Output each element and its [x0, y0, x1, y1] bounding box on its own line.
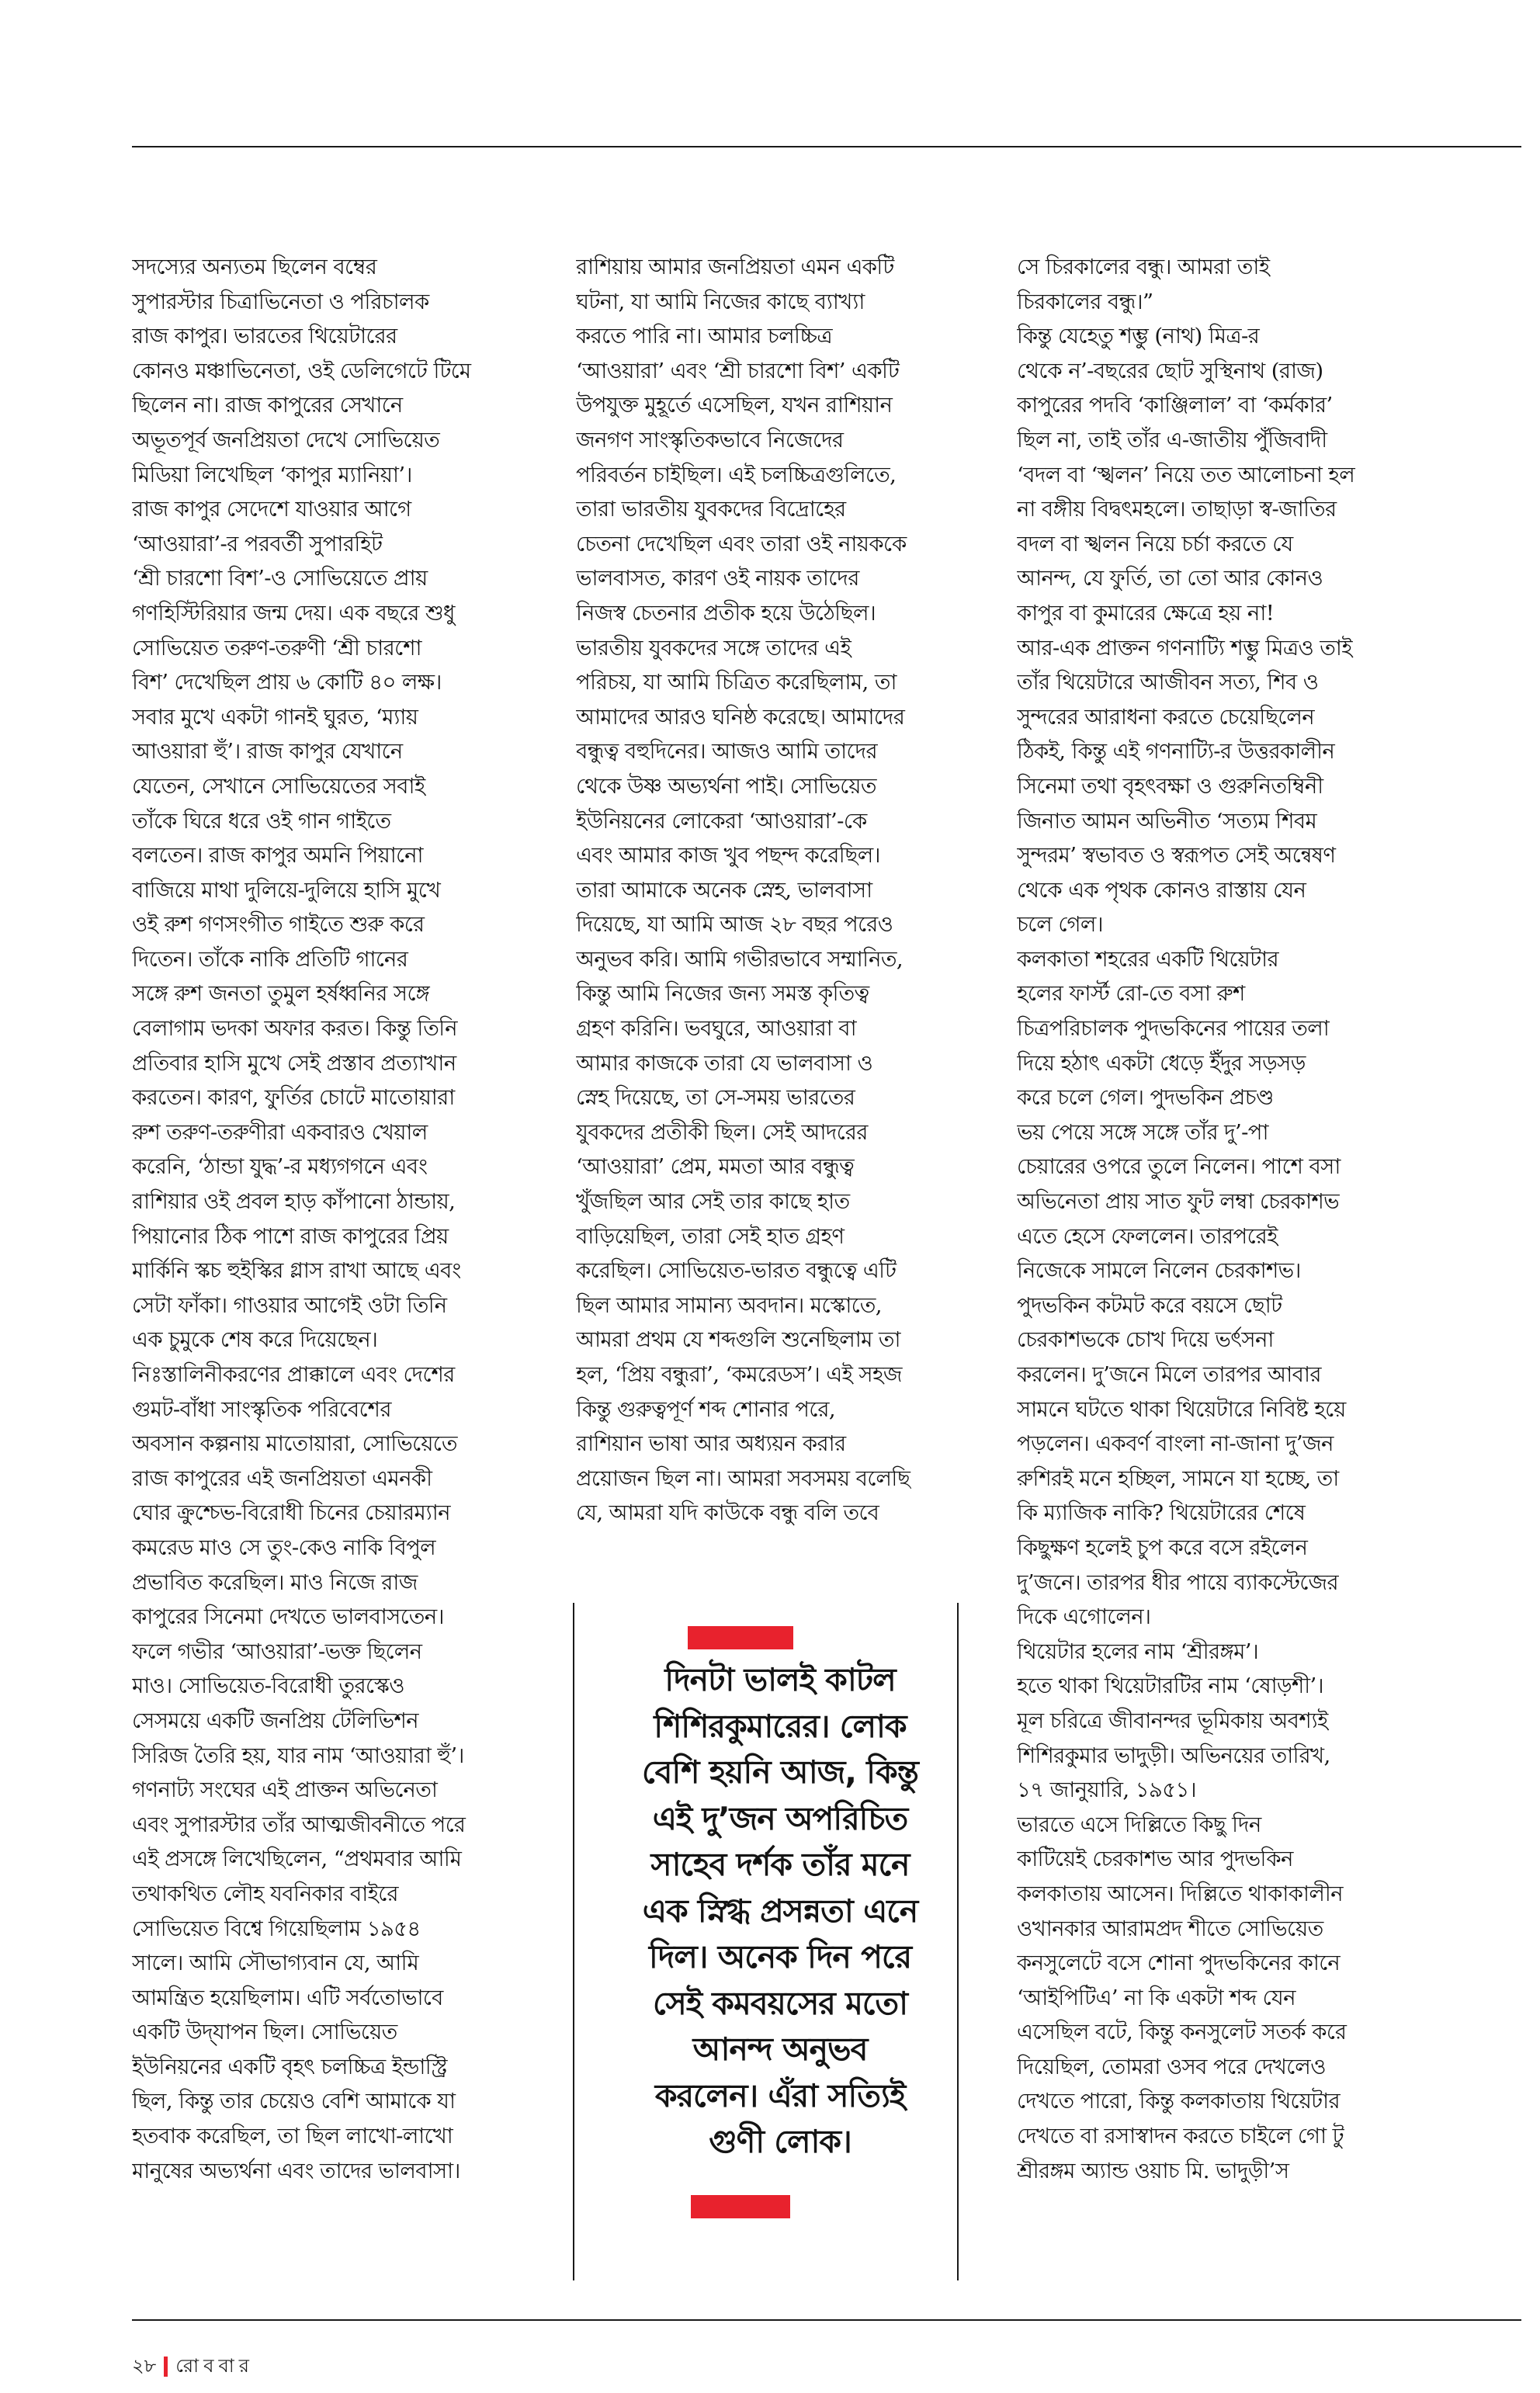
article-line: ওখানকার আরামপ্রদ শীতে সোভিয়েত [1017, 1916, 1323, 1941]
bottom-rule [132, 2319, 1521, 2321]
pullquote-line: দিনটা ভালই কাটল [664, 1661, 896, 1698]
article-line: সবার মুখে একটা গানই ঘুরত, ‘ম্যায় [132, 704, 418, 730]
article-line: রুশিরই মনে হচ্ছিল, সামনে যা হচ্ছে, তা [1017, 1465, 1339, 1491]
article-line: বাড়িয়েছিল, তারা সেই হাত গ্রহণ [576, 1223, 845, 1249]
pullquote-line: শিশিরকুমারের। লোক [654, 1707, 907, 1745]
article-line: আমার কাজকে তারা যে ভালবাসা ও [576, 1050, 873, 1076]
article-line: পিয়ানোর ঠিক পাশে রাজ কাপুরের প্রিয় [132, 1223, 449, 1249]
article-line: তাঁর থিয়েটারে আজীবন সত্য, শিব ও [1017, 670, 1319, 695]
article-line: এবং আমার কাজ খুব পছন্দ করেছিল। [576, 843, 880, 869]
article-line: শ্রীরঙ্গম অ্যান্ড ওয়াচ মি. ভাদুড়ী’স [1017, 2158, 1289, 2183]
article-line: ১৭ জানুয়ারি, ১৯৫১। [1017, 1777, 1196, 1803]
article-line: গ্রহণ করিনি। ভবঘুরে, আওয়ারা বা [576, 1016, 856, 1042]
article-line: করেছিল। সোভিয়েত-ভারত বন্ধুত্বে এটি [576, 1258, 897, 1284]
article-line: রাজ কাপুর সেদেশে যাওয়ার আগে [132, 497, 411, 522]
article-line: কিছুক্ষণ হলেই চুপ করে বসে রইলেন [1017, 1535, 1308, 1560]
article-line: ভারতীয় যুবকদের সঙ্গে তাদের এই [576, 635, 852, 661]
article-line: বদল বা স্খলন নিয়ে চর্চা করতে যে [1017, 531, 1293, 557]
article-line: দিয়েছিল, তোমরা ওসব পরে দেখলেও [1017, 2054, 1326, 2079]
article-line: বাজিয়ে মাথা দুলিয়ে-দুলিয়ে হাসি মুখে [132, 877, 441, 903]
article-line: কাটিয়েই চেরকাশভ আর পুদভকিন [1017, 1847, 1293, 1872]
article-line: কাপুরের সিনেমা দেখতে ভালবাসতেন। [132, 1604, 444, 1630]
article-line: ভারতে এসে দিল্লিতে কিছু দিন [1017, 1812, 1261, 1837]
article-line: গুমট-বাঁধা সাংস্কৃতিক পরিবেশের [132, 1396, 391, 1422]
article-line: সেটা ফাঁকা। গাওয়ার আগেই ওটা তিনি [132, 1292, 447, 1318]
article-line: জিনাত আমন অভিনীত ‘সত্যম শিবম [1017, 808, 1317, 834]
article-line: সিনেমা তথা বৃহৎবক্ষা ও গুরুনিতম্বিনী [1017, 773, 1323, 799]
article-line: ‘আইপিটিএ’ না কি একটা শব্দ যেন [1017, 1985, 1295, 2010]
article-line: হতবাক করেছিল, তা ছিল লাখো-লাখো [132, 2124, 453, 2149]
article-line: দু’জনে। তারপর ধীর পায়ে ব্যাকস্টেজের [1017, 1569, 1338, 1595]
article-line: কিন্তু গুরুত্বপূর্ণ শব্দ শোনার পরে, [576, 1396, 836, 1422]
article-line: এই প্রসঙ্গে লিখেছিলেন, “প্রথমবার আমি [132, 1847, 462, 1872]
article-line: অভিনেতা প্রায় সাত ফুট লম্বা চেরকাশভ [1017, 1189, 1340, 1215]
article-line: এসেছিল বটে, কিন্তু কনসুলেট সতর্ক করে [1017, 2020, 1347, 2045]
article-line: পড়লেন। একবর্ণ বাংলা না-জানা দু’জন [1017, 1431, 1334, 1457]
article-line: আমন্ত্রিত হয়েছিলাম। এটি সর্বতোভাবে [132, 1985, 443, 2010]
article-line: কনসুলেটে বসে শোনা পুদভকিনের কানে [1017, 1951, 1341, 1976]
article-line: মিডিয়া লিখেছিল ‘কাপুর ম্যানিয়া’। [132, 462, 412, 487]
article-line: কিন্তু আমি নিজের জন্য সমস্ত কৃতিত্ব [576, 981, 869, 1007]
article-line: তারা ভারতীয় যুবকদের বিদ্রোহের [576, 497, 846, 522]
article-line: স্নেহ দিয়েছে, তা সে-সময় ভারতের [576, 1085, 855, 1111]
article-line: দেখতে বা রসাস্বাদন করতে চাইলে গো টু [1017, 2124, 1344, 2149]
pullquote-line: সেই কমবয়সের মতো [652, 1984, 908, 2022]
article-line: দিতেন। তাঁকে নাকি প্রতিটি গানের [132, 946, 408, 972]
article-line: রাশিয়ান ভাষা আর অধ্যয়ন করার [576, 1431, 846, 1457]
article-line: বলতেন। রাজ কাপুর অমনি পিয়ানো [132, 843, 423, 869]
footer-separator [164, 2357, 168, 2377]
article-line: এতে হেসে ফেললেন। তারপরেই [1017, 1223, 1278, 1249]
pullquote-line: করলেন। এঁরা সত্যিই [654, 2076, 906, 2114]
article-line: দেখতে পারো, কিন্তু কলকাতায় থিয়েটার [1017, 2089, 1341, 2114]
page-number: ২৮ [132, 2355, 157, 2377]
article-line: ঘোর ক্রুশ্চেভ-বিরোধী চিনের চেয়ারম্যান [132, 1500, 450, 1526]
article-line: হতে থাকা থিয়েটারটির নাম ‘ষোড়শী’। [1017, 1673, 1323, 1699]
page-footer [132, 2352, 254, 2383]
pullquote-line: এক স্নিগ্ধ প্রসন্নতা এনে [642, 1892, 918, 1930]
article-line: তারা আমাকে অনেক স্নেহ, ভালবাসা [576, 877, 872, 903]
article-line: ঘটনা, যা আমি নিজের কাছে ব্যাখ্যা [576, 289, 865, 314]
article-line: থেকে ন’-বছরের ছোট সুস্থিনাথ (রাজ) [1017, 358, 1323, 383]
article-line: একটি উদ্‌যাপন ছিল। সোভিয়েত [132, 2020, 397, 2045]
article-line: মার্কিনি স্কচ হুইস্কির গ্লাস রাখা আছে এবং [132, 1258, 461, 1284]
article-line: ‘শ্রী চারশো বিশ’-ও সোভিয়েতে প্রায় [132, 566, 428, 591]
article-line: রুশ তরুণ-তরুণীরা একবারও খেয়াল [132, 1119, 428, 1145]
article-line: উপযুক্ত মুহূর্তে এসেছিল, যখন রাশিয়ান [576, 393, 893, 418]
pullquote-bottom-bar [691, 2195, 790, 2218]
article-line: সদস্যের অন্যতম ছিলেন বম্বের [132, 255, 377, 279]
article-line: দিয়েছে, যা আমি আজ ২৮ বছর পরেও [576, 912, 893, 938]
article-line: থিয়েটার হলের নাম ‘শ্রীরঙ্গম’। [1017, 1639, 1259, 1664]
article-line: চেতনা দেখেছিল এবং তারা ওই নায়ককে [576, 531, 907, 557]
article-line: ছিল না, তাই তাঁর এ-জাতীয় পুঁজিবাদী [1017, 427, 1327, 453]
article-line: করেনি, ‘ঠান্ডা যুদ্ধ’-র মধ্যগগনে এবং [132, 1154, 428, 1180]
article-line: ভয় পেয়ে সঙ্গে সঙ্গে তাঁর দু’-পা [1017, 1119, 1268, 1145]
article-line: আওয়ারা হুঁ’। রাজ কাপুর যেখানে [132, 739, 403, 765]
article-line: আর-এক প্রাক্তন গণনাট্যি শম্ভু মিত্রও তাই [1017, 635, 1352, 661]
article-line: বন্ধুত্ব বহুদিনের। আজও আমি তাদের [576, 739, 877, 765]
article-line: ছিলেন না। রাজ কাপুরের সেখানে [132, 393, 403, 418]
article-line: ইউনিয়নের একটি বৃহৎ চলচ্চিত্র ইন্ডাস্ট্রি [132, 2054, 447, 2079]
article-line: চিরকালের বন্ধু।” [1017, 289, 1153, 314]
article-line: রাশিয়ায় আমার জনপ্রিয়তা এমন একটি [576, 255, 894, 279]
article-line: সুন্দরের আরাধনা করতে চেয়েছিলেন [1017, 704, 1315, 730]
article-line: ওই রুশ গণসংগীত গাইতে শুরু করে [132, 912, 425, 938]
article-line: সোভিয়েত বিশ্বে গিয়েছিলাম ১৯৫৪ [132, 1916, 421, 1941]
article-line: সোভিয়েত তরুণ-তরুণী ‘শ্রী চারশো [132, 635, 421, 661]
article-line: চলে গেল। [1017, 912, 1104, 938]
article-line: করতেন। কারণ, ফুর্তির চোটে মাতোয়ারা [132, 1085, 455, 1111]
article-line: নিঃস্তালিনীকরণের প্রাক্কালে এবং দেশের [132, 1362, 455, 1387]
article-line: গণহিস্টিরিয়ার জন্ম দেয়। এক বছরে শুধু [132, 600, 455, 626]
article-column-3 [1017, 250, 1506, 2322]
article-line: মূল চরিত্রে জীবানন্দর ভূমিকায় অবশ্যই [1017, 1708, 1328, 1733]
article-line: যে, আমরা যদি কাউকে বন্ধু বলি তবে [576, 1500, 879, 1526]
article-line: চেয়ারের ওপরে তুলে নিলেন। পাশে বসা [1017, 1154, 1341, 1180]
article-line: প্রতিবার হাসি মুখে সেই প্রস্তাব প্রত্যাখান [132, 1050, 456, 1076]
article-column-1 [132, 250, 563, 2322]
article-line: রাজ কাপুরের এই জনপ্রিয়তা এমনকী [132, 1465, 432, 1491]
article-line: সেসময়ে একটি জনপ্রিয় টেলিভিশন [132, 1708, 418, 1733]
article-line: কিন্তু যেহেতু শম্ভু (নাথ) মিত্র-র [1017, 324, 1260, 349]
article-line: ‘আওয়ারা’-র পরবর্তী সুপারহিট [132, 531, 383, 557]
article-line: এবং সুপারস্টার তাঁর আত্মজীবনীতে পরে [132, 1812, 466, 1837]
article-line: চিত্রপরিচালক পুদভকিনের পায়ের তলা [1017, 1016, 1330, 1042]
article-line: করতে পারি না। আমার চলচ্চিত্র [576, 324, 832, 349]
article-line: বেলাগাম ভদকা অফার করত। কিন্তু তিনি [132, 1016, 457, 1042]
article-line: পরিচয়, যা আমি চিত্রিত করেছিলাম, তা [576, 670, 897, 695]
article-line: ‘আওয়ারা’ এবং ‘শ্রী চারশো বিশ’ একটি [576, 358, 900, 383]
article-line: নিজেকে সামলে নিলেন চেরকাশভ। [1017, 1258, 1301, 1284]
article-line: না বঙ্গীয় বিদ্বৎমহলে। তাছাড়া স্ব-জাতির [1017, 497, 1337, 522]
article-line: এক চুমুকে শেষ করে দিয়েছেন। [132, 1327, 378, 1353]
article-line: কলকাতা শহরের একটি থিয়েটার [1017, 946, 1279, 972]
article-line: অবসান কল্পনায় মাতোয়ারা, সোভিয়েতে [132, 1431, 457, 1457]
pullquote-line: আনন্দ অনুভব [692, 2031, 868, 2068]
article-line: রাশিয়ার ওই প্রবল হাড় কাঁপানো ঠান্ডায়, [132, 1189, 456, 1215]
article-line: ইউনিয়নের লোকেরা ‘আওয়ারা’-কে [576, 808, 867, 834]
article-line: দিকে এগোলেন। [1017, 1604, 1151, 1630]
article-line: যেতেন, সেখানে সোভিয়েতের সবাই [132, 773, 425, 799]
article-line: আমাদের আরও ঘনিষ্ঠ করেছে। আমাদের [576, 704, 905, 730]
article-line: মানুষের অভ্যর্থনা এবং তাদের ভালবাসা। [132, 2158, 460, 2183]
article-line: ঠিকই, কিন্তু এই গণনাট্যি-র উত্তরকালীন [1017, 739, 1335, 765]
article-line: কাপুর বা কুমারের ক্ষেত্রে হয় না! [1017, 600, 1275, 626]
article-line: কোনও মঞ্চাভিনেতা, ওই ডেলিগেটে টিমে [132, 358, 471, 383]
article-line: যুবকদের প্রতীকী ছিল। সেই আদরের [576, 1119, 868, 1145]
article-line: সামনে ঘটতে থাকা থিয়েটারে নিবিষ্ট হয়ে [1017, 1396, 1346, 1422]
article-line: জনগণ সাংস্কৃতিকভাবে নিজেদের [576, 427, 844, 453]
article-line: অনুভব করি। আমি গভীরভাবে সম্মানিত, [576, 946, 904, 972]
article-line: তাঁকে ঘিরে ধরে ওই গান গাইতে [132, 808, 391, 834]
article-line: হল, ‘প্রিয় বন্ধুরা’, ‘কমরেডস’। এই সহজ [576, 1362, 902, 1387]
article-line: গণনাট্য সংঘের এই প্রাক্তন অভিনেতা [132, 1777, 438, 1803]
article-line: কাপুরের পদবি ‘কাঞ্জিলাল’ বা ‘কর্মকার’ [1017, 393, 1333, 418]
article-line: কি ম্যাজিক নাকি? থিয়েটারের শেষে [1017, 1500, 1306, 1526]
article-line: সুন্দরম’ স্বভাবত ও স্বরূপত সেই অন্বেষণ [1017, 843, 1336, 869]
article-line: খুঁজছিল আর সেই তার কাছে হাত [576, 1189, 850, 1215]
pullquote-line: দিল। অনেক দিন পরে [648, 1938, 912, 1975]
article-line: আনন্দ, যে ফুর্তি, তা তো আর কোনও [1017, 566, 1323, 591]
article-line: কলকাতায় আসেন। দিল্লিতে থাকাকালীন [1017, 1881, 1343, 1906]
article-line: দিয়ে হঠাৎ একটা ধেড়ে ইঁদুর সড়সড় [1017, 1050, 1306, 1076]
article-line: ছিল, কিন্তু তার চেয়েও বেশি আমাকে যা [132, 2089, 456, 2114]
article-line: হলের ফার্স্ট রো-তে বসা রুশ [1017, 981, 1245, 1007]
column-divider-left [573, 1603, 574, 2280]
pullquote-line: বেশি হয়নি আজ, কিন্তু [642, 1753, 918, 1791]
article-line: কমরেড মাও সে তুং-কেও নাকি বিপুল [132, 1535, 436, 1560]
article-line: ছিল আমার সামান্য অবদান। মস্কোতে, [576, 1292, 882, 1318]
article-line: ‘আওয়ারা’ প্রেম, মমতা আর বন্ধুত্ব [576, 1154, 855, 1180]
article-line: প্রয়োজন ছিল না। আমরা সবসময় বলেছি [576, 1465, 910, 1491]
article-line: করলেন। দু’জনে মিলে তারপর আবার [1017, 1362, 1321, 1387]
article-line: সুপারস্টার চিত্রাভিনেতা ও পরিচালক [132, 289, 429, 314]
article-line: বিশ’ দেখেছিল প্রায় ৬ কোটি ৪০ লক্ষ। [132, 670, 442, 695]
article-line: প্রভাবিত করেছিল। মাও নিজে রাজ [132, 1569, 418, 1595]
article-line: রাজ কাপুর। ভারতের থিয়েটারের [132, 324, 397, 349]
top-rule [132, 146, 1521, 147]
magazine-name: রোববার [175, 2355, 254, 2377]
article-line: সালে। আমি সৌভাগ্যবান যে, আমি [132, 1951, 419, 1976]
article-line: পরিবর্তন চাইছিল। এই চলচ্চিত্রগুলিতে, [576, 462, 897, 487]
article-line: ভালবাসত, কারণ ওই নায়ক তাদের [576, 566, 859, 591]
article-line: থেকে উষ্ণ অভ্যর্থনা পাই। সোভিয়েত [576, 773, 876, 799]
article-line: নিজস্ব চেতনার প্রতীক হয়ে উঠেছিল। [576, 600, 876, 626]
pull-quote [598, 1657, 962, 2166]
pullquote-line: এই দু’জন অপরিচিত [652, 1799, 908, 1837]
article-line: অভূতপূর্ব জনপ্রিয়তা দেখে সোভিয়েত [132, 427, 440, 453]
article-line: সঙ্গে রুশ জনতা তুমুল হর্ষধ্বনির সঙ্গে [132, 981, 430, 1007]
article-line: থেকে এক পৃথক কোনও রাস্তায় যেন [1017, 877, 1306, 903]
pullquote-line: সাহেব দর্শক তাঁর মনে [650, 1846, 910, 1883]
article-line: সিরিজ তৈরি হয়, যার নাম ‘আওয়ারা হুঁ’। [132, 1743, 464, 1768]
article-line: করে চলে গেল। পুদভকিন প্রচণ্ড [1017, 1085, 1274, 1111]
pullquote-line: গুণী লোক। [709, 2123, 852, 2160]
article-column-2 [576, 250, 964, 1585]
article-line: তথাকথিত লৌহ যবনিকার বাইরে [132, 1881, 398, 1906]
pullquote-top-bar [688, 1626, 793, 1649]
article-line: পুদভকিন কটমট করে বয়সে ছোট [1017, 1292, 1282, 1318]
article-line: সে চিরকালের বন্ধু। আমরা তাই [1017, 255, 1270, 279]
article-line: ফলে গভীর ‘আওয়ারা’-ভক্ত ছিলেন [132, 1639, 422, 1664]
article-line: শিশিরকুমার ভাদুড়ী। অভিনয়ের তারিখ, [1017, 1743, 1330, 1768]
article-line: আমরা প্রথম যে শব্দগুলি শুনেছিলাম তা [576, 1327, 900, 1353]
article-line: মাও। সোভিয়েত-বিরোধী তুরস্কেও [132, 1673, 404, 1699]
article-line: চেরকাশভকে চোখ দিয়ে ভর্ৎসনা [1017, 1327, 1274, 1353]
article-line: ‘বদল বা ‘স্খলন’ নিয়ে তত আলোচনা হল [1017, 462, 1355, 487]
